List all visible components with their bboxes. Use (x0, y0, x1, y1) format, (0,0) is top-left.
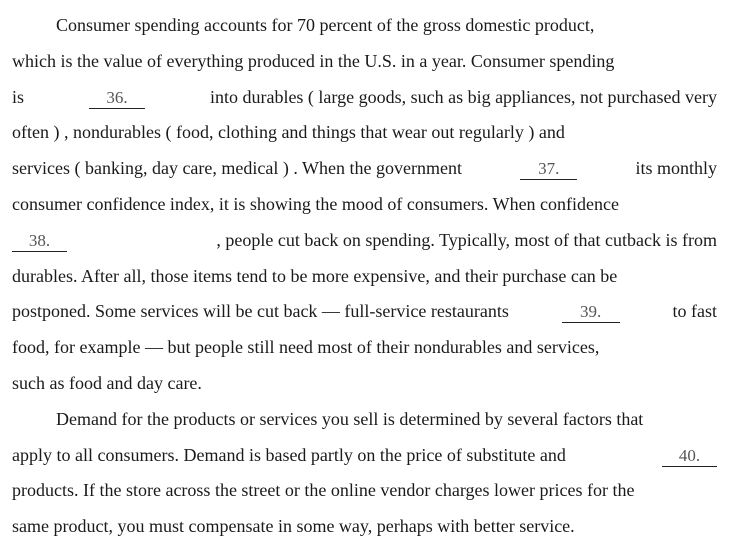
text-span: consumer confidence index, it is showing the mood of consumers. When confidence (12, 193, 620, 214)
text-span: products. If the store across the street or the online vendor charges lower prices for the (12, 480, 635, 501)
paragraph-1-line-2 (12, 44, 717, 80)
paragraph-1-line-4 (12, 115, 717, 151)
blank-36[interactable]: 36. (89, 88, 145, 109)
blank-38[interactable]: 38. (12, 231, 67, 252)
text-span: Consumer spending accounts for 70 percent of the gross domestic product, (56, 15, 595, 35)
text-span: often ) , nondurables ( food, clothing and things that wear out regularly ) and (12, 122, 565, 143)
paragraph-1-line-3 (12, 80, 717, 116)
text-span: food, for example — but people still need most of their nondurables and services, (12, 337, 600, 358)
text-span: Demand for the products or services you sell is determined by several factors that (56, 408, 644, 429)
blank-37[interactable]: 37. (520, 159, 577, 180)
text-span: to fast (672, 301, 717, 322)
paragraph-2-line-2 (12, 438, 717, 474)
text-span: into durables ( large goods, such as big appliances, not purchased very (209, 86, 717, 107)
blank-40[interactable]: 40. (662, 446, 717, 467)
paragraph-2-line-1 (12, 402, 717, 438)
blank-39[interactable]: 39. (562, 302, 620, 323)
paragraph-1-line-5 (12, 151, 717, 187)
paragraph-1-line-7 (12, 223, 717, 259)
paragraph-1-line-9 (12, 294, 717, 330)
text-span: is (12, 86, 25, 107)
text-span: services ( banking, day care, medical ) . When the government (12, 158, 462, 179)
paragraph-1-line-11 (12, 366, 717, 402)
paragraph-1-line-6 (12, 187, 717, 223)
text-span: which is the value of everything produced in the U.S. in a year. Consumer spending (12, 50, 615, 71)
text-span: its monthly (635, 158, 717, 179)
text-span: apply to all consumers. Demand is based partly on the price of substitute and (12, 444, 566, 465)
text-span: same product, you must compensate in some way, perhaps with better service. (12, 516, 575, 537)
paragraph-1-line-1 (12, 8, 717, 44)
paragraph-1-line-10 (12, 330, 717, 366)
text-span: durables. After all, those items tend to be more expensive, and their purchase can be (12, 265, 618, 286)
paragraph-1-line-8 (12, 259, 717, 295)
text-span: postponed. Some services will be cut back — full-service restaurants (12, 301, 509, 322)
paragraph-2-line-3 (12, 473, 717, 509)
text-span: , people cut back on spending. Typically, most of that cutback is from (216, 229, 717, 250)
paragraph-2-line-4 (12, 509, 717, 545)
text-span: such as food and day care. (12, 372, 202, 393)
